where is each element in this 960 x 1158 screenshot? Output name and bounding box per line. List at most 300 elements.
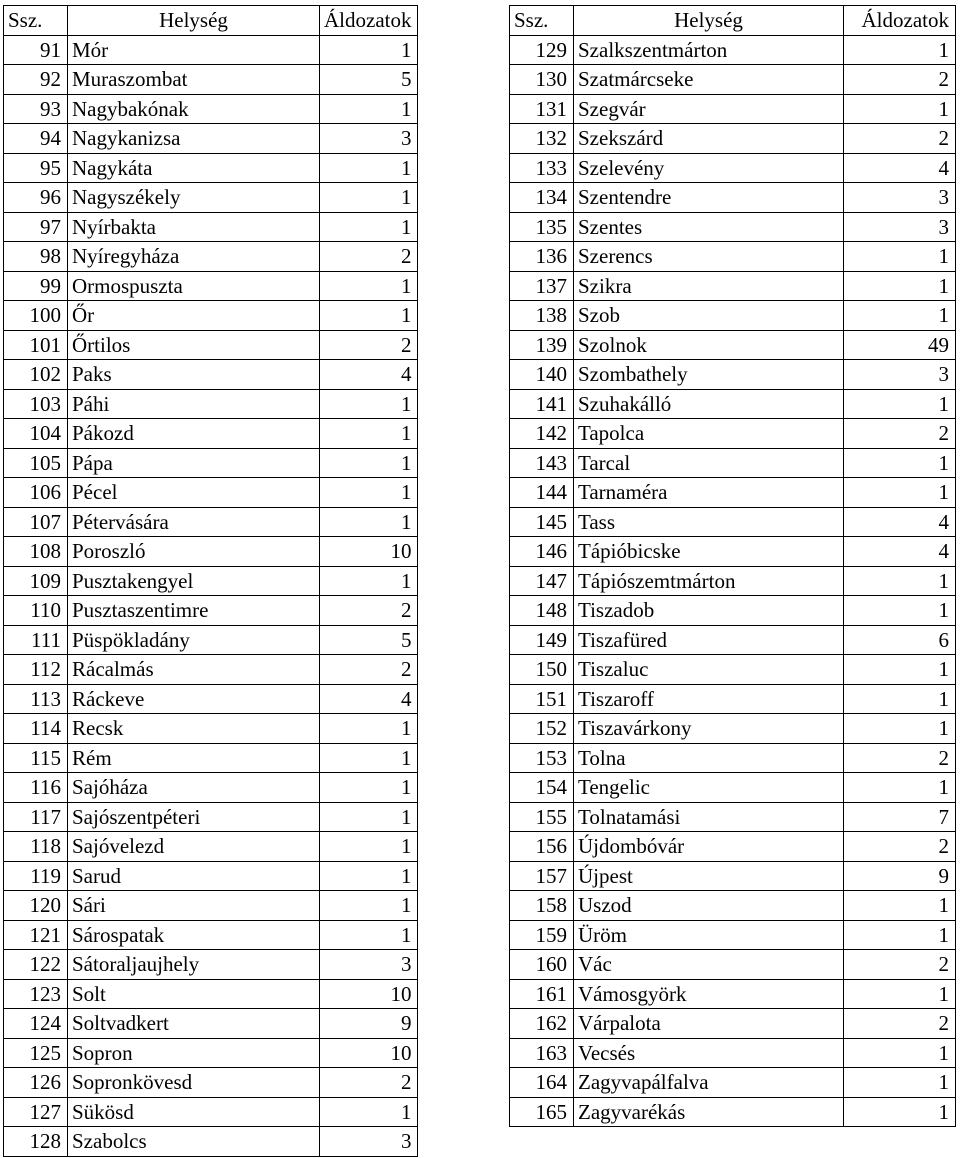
cell-num: 106	[4, 478, 68, 508]
cell-num: 153	[510, 743, 574, 773]
table-row	[510, 684, 956, 714]
table-row	[4, 832, 418, 862]
cell-victims: 2	[844, 832, 956, 862]
cell-town: Szegvár	[574, 94, 844, 124]
cell-town: Pécel	[68, 478, 320, 508]
cell-num: 93	[4, 94, 68, 124]
table-row	[510, 1038, 956, 1068]
cell-town: Sári	[68, 891, 320, 921]
cell-victims: 1	[844, 389, 956, 419]
cell-town: Vámosgyörk	[574, 979, 844, 1009]
cell-victims: 2	[844, 743, 956, 773]
cell-victims: 1	[320, 714, 418, 744]
cell-victims: 1	[320, 94, 418, 124]
cell-num: 122	[4, 950, 68, 980]
cell-town: Tápióbicske	[574, 537, 844, 567]
table-row	[4, 950, 418, 980]
cell-victims: 10	[320, 979, 418, 1009]
table-row	[510, 478, 956, 508]
table-row	[510, 35, 956, 65]
cell-victims: 1	[844, 773, 956, 803]
cell-town: Nagykáta	[68, 153, 320, 183]
table-row	[4, 861, 418, 891]
cell-town: Tiszavárkony	[574, 714, 844, 744]
victims-table-left	[3, 5, 418, 1157]
cell-victims: 1	[320, 271, 418, 301]
cell-num: 116	[4, 773, 68, 803]
cell-town: Tapolca	[574, 419, 844, 449]
header-num: Ssz.	[510, 6, 574, 36]
cell-victims: 1	[320, 773, 418, 803]
table-header-row	[510, 6, 956, 36]
table-row	[510, 891, 956, 921]
cell-town: Sükösd	[68, 1097, 320, 1127]
cell-town: Pétervására	[68, 507, 320, 537]
cell-town: Tápiószemtmárton	[574, 566, 844, 596]
table-row	[4, 537, 418, 567]
cell-num: 156	[510, 832, 574, 862]
table-row	[4, 596, 418, 626]
cell-num: 102	[4, 360, 68, 390]
cell-town: Üröm	[574, 920, 844, 950]
table-row	[510, 773, 956, 803]
cell-num: 127	[4, 1097, 68, 1127]
cell-victims: 3	[320, 1127, 418, 1157]
table-row	[4, 183, 418, 213]
table-row	[510, 124, 956, 154]
cell-victims: 2	[844, 124, 956, 154]
cell-victims: 10	[320, 537, 418, 567]
cell-victims: 2	[844, 950, 956, 980]
cell-num: 124	[4, 1009, 68, 1039]
table-row	[510, 153, 956, 183]
cell-victims: 1	[320, 566, 418, 596]
table-row	[4, 419, 418, 449]
cell-town: Poroszló	[68, 537, 320, 567]
cell-victims: 4	[844, 537, 956, 567]
cell-victims: 9	[844, 861, 956, 891]
cell-num: 134	[510, 183, 574, 213]
table-row	[510, 566, 956, 596]
cell-town: Sarud	[68, 861, 320, 891]
cell-victims: 1	[844, 35, 956, 65]
cell-town: Szikra	[574, 271, 844, 301]
header-town: Helység	[574, 6, 844, 36]
cell-victims: 1	[320, 301, 418, 331]
cell-num: 146	[510, 537, 574, 567]
cell-num: 148	[510, 596, 574, 626]
cell-town: Tarcal	[574, 448, 844, 478]
cell-num: 100	[4, 301, 68, 331]
cell-town: Nagykanizsa	[68, 124, 320, 154]
cell-town: Ormospuszta	[68, 271, 320, 301]
table-row	[510, 979, 956, 1009]
cell-town: Sajószentpéteri	[68, 802, 320, 832]
table-row	[4, 743, 418, 773]
cell-victims: 3	[844, 183, 956, 213]
cell-num: 159	[510, 920, 574, 950]
cell-town: Ráckeve	[68, 684, 320, 714]
cell-town: Újpest	[574, 861, 844, 891]
cell-victims: 2	[320, 655, 418, 685]
table-row	[4, 507, 418, 537]
cell-victims: 1	[844, 566, 956, 596]
cell-town: Vecsés	[574, 1038, 844, 1068]
table-row	[4, 242, 418, 272]
cell-num: 109	[4, 566, 68, 596]
cell-town: Sajóháza	[68, 773, 320, 803]
cell-victims: 2	[320, 596, 418, 626]
cell-town: Pusztaszentimre	[68, 596, 320, 626]
cell-victims: 10	[320, 1038, 418, 1068]
header-num: Ssz.	[4, 6, 68, 36]
table-row	[4, 478, 418, 508]
cell-num: 121	[4, 920, 68, 950]
table-row	[4, 1127, 418, 1157]
cell-num: 96	[4, 183, 68, 213]
cell-num: 92	[4, 65, 68, 95]
table-row	[4, 920, 418, 950]
table-row	[4, 124, 418, 154]
cell-num: 113	[4, 684, 68, 714]
cell-victims: 49	[844, 330, 956, 360]
cell-num: 130	[510, 65, 574, 95]
cell-num: 98	[4, 242, 68, 272]
cell-num: 126	[4, 1068, 68, 1098]
cell-victims: 4	[320, 684, 418, 714]
cell-num: 99	[4, 271, 68, 301]
cell-victims: 4	[844, 153, 956, 183]
cell-num: 128	[4, 1127, 68, 1157]
cell-victims: 1	[844, 655, 956, 685]
cell-num: 132	[510, 124, 574, 154]
cell-victims: 1	[320, 1097, 418, 1127]
cell-town: Tarnaméra	[574, 478, 844, 508]
table-row	[510, 1009, 956, 1039]
cell-num: 114	[4, 714, 68, 744]
table-row	[4, 153, 418, 183]
table-row	[4, 979, 418, 1009]
cell-num: 139	[510, 330, 574, 360]
table-row	[4, 360, 418, 390]
cell-town: Zagyvarékás	[574, 1097, 844, 1127]
table-row	[510, 330, 956, 360]
cell-num: 115	[4, 743, 68, 773]
cell-victims: 1	[844, 920, 956, 950]
table-row	[510, 360, 956, 390]
cell-victims: 1	[320, 861, 418, 891]
cell-num: 105	[4, 448, 68, 478]
cell-town: Tengelic	[574, 773, 844, 803]
cell-victims: 1	[844, 271, 956, 301]
cell-victims: 3	[320, 950, 418, 980]
cell-num: 103	[4, 389, 68, 419]
table-row	[510, 1068, 956, 1098]
cell-num: 108	[4, 537, 68, 567]
table-row	[4, 1068, 418, 1098]
cell-town: Uszod	[574, 891, 844, 921]
cell-num: 135	[510, 212, 574, 242]
table-row	[4, 1009, 418, 1039]
cell-town: Vác	[574, 950, 844, 980]
cell-town: Nyíregyháza	[68, 242, 320, 272]
victims-table-right	[509, 5, 956, 1127]
cell-town: Sárospatak	[68, 920, 320, 950]
cell-town: Sajóvelezd	[68, 832, 320, 862]
table-row	[4, 1038, 418, 1068]
cell-victims: 1	[320, 183, 418, 213]
cell-town: Szuhakálló	[574, 389, 844, 419]
cell-num: 164	[510, 1068, 574, 1098]
cell-num: 158	[510, 891, 574, 921]
cell-victims: 5	[320, 65, 418, 95]
cell-victims: 3	[844, 212, 956, 242]
cell-town: Szalkszentmárton	[574, 35, 844, 65]
cell-num: 143	[510, 448, 574, 478]
cell-victims: 1	[844, 891, 956, 921]
cell-town: Szentendre	[574, 183, 844, 213]
cell-victims: 1	[844, 979, 956, 1009]
cell-victims: 1	[320, 389, 418, 419]
cell-town: Pusztakengyel	[68, 566, 320, 596]
cell-num: 144	[510, 478, 574, 508]
cell-town: Szerencs	[574, 242, 844, 272]
table-row	[4, 301, 418, 331]
cell-num: 120	[4, 891, 68, 921]
cell-town: Püspökladány	[68, 625, 320, 655]
cell-town: Páhi	[68, 389, 320, 419]
cell-town: Újdombóvár	[574, 832, 844, 862]
cell-victims: 3	[320, 124, 418, 154]
cell-town: Szombathely	[574, 360, 844, 390]
cell-victims: 1	[320, 891, 418, 921]
cell-num: 123	[4, 979, 68, 1009]
cell-town: Szob	[574, 301, 844, 331]
cell-num: 107	[4, 507, 68, 537]
cell-town: Nagyszékely	[68, 183, 320, 213]
table-left-body	[4, 6, 418, 1157]
table-row	[4, 271, 418, 301]
cell-town: Tass	[574, 507, 844, 537]
table-row	[510, 419, 956, 449]
cell-victims: 1	[844, 1097, 956, 1127]
cell-victims: 2	[844, 65, 956, 95]
cell-num: 157	[510, 861, 574, 891]
cell-num: 95	[4, 153, 68, 183]
table-row	[4, 655, 418, 685]
cell-town: Szatmárcseke	[574, 65, 844, 95]
cell-victims: 1	[320, 153, 418, 183]
cell-victims: 2	[844, 1009, 956, 1039]
cell-town: Szekszárd	[574, 124, 844, 154]
cell-num: 147	[510, 566, 574, 596]
cell-victims: 1	[844, 448, 956, 478]
table-row	[4, 35, 418, 65]
cell-town: Nyírbakta	[68, 212, 320, 242]
cell-num: 119	[4, 861, 68, 891]
cell-victims: 2	[320, 1068, 418, 1098]
cell-victims: 1	[320, 419, 418, 449]
cell-town: Tiszafüred	[574, 625, 844, 655]
cell-num: 142	[510, 419, 574, 449]
cell-num: 129	[510, 35, 574, 65]
cell-num: 154	[510, 773, 574, 803]
cell-victims: 1	[320, 478, 418, 508]
table-row	[510, 714, 956, 744]
cell-num: 136	[510, 242, 574, 272]
cell-town: Soltvadkert	[68, 1009, 320, 1039]
table-row	[4, 1097, 418, 1127]
table-row	[4, 330, 418, 360]
table-row	[510, 861, 956, 891]
cell-victims: 1	[844, 94, 956, 124]
cell-town: Szelevény	[574, 153, 844, 183]
table-right-body	[510, 6, 956, 1127]
cell-town: Szabolcs	[68, 1127, 320, 1157]
cell-town: Zagyvapálfalva	[574, 1068, 844, 1098]
table-row	[510, 625, 956, 655]
cell-town: Várpalota	[574, 1009, 844, 1039]
table-row	[4, 802, 418, 832]
table-row	[510, 183, 956, 213]
cell-num: 117	[4, 802, 68, 832]
cell-num: 151	[510, 684, 574, 714]
table-row	[510, 94, 956, 124]
table-row	[510, 950, 956, 980]
cell-num: 91	[4, 35, 68, 65]
header-victims: Áldozatok	[320, 6, 418, 36]
cell-victims: 5	[320, 625, 418, 655]
table-row	[510, 1097, 956, 1127]
table-row	[4, 714, 418, 744]
cell-victims: 4	[320, 360, 418, 390]
cell-num: 145	[510, 507, 574, 537]
table-row	[4, 448, 418, 478]
cell-victims: 1	[844, 596, 956, 626]
cell-num: 97	[4, 212, 68, 242]
cell-num: 131	[510, 94, 574, 124]
cell-victims: 1	[844, 478, 956, 508]
cell-victims: 1	[844, 684, 956, 714]
cell-victims: 1	[320, 832, 418, 862]
header-town: Helység	[68, 6, 320, 36]
cell-num: 118	[4, 832, 68, 862]
table-row	[510, 448, 956, 478]
table-row	[4, 65, 418, 95]
table-row	[4, 94, 418, 124]
cell-town: Sopron	[68, 1038, 320, 1068]
table-header-row	[4, 6, 418, 36]
cell-victims: 1	[844, 714, 956, 744]
cell-num: 104	[4, 419, 68, 449]
cell-victims: 1	[844, 242, 956, 272]
table-row	[4, 625, 418, 655]
cell-victims: 1	[320, 743, 418, 773]
cell-num: 112	[4, 655, 68, 685]
cell-victims: 1	[844, 301, 956, 331]
cell-num: 162	[510, 1009, 574, 1039]
table-row	[4, 773, 418, 803]
cell-town: Tolna	[574, 743, 844, 773]
table-row	[510, 242, 956, 272]
cell-victims: 1	[320, 448, 418, 478]
cell-num: 150	[510, 655, 574, 685]
cell-victims: 2	[844, 419, 956, 449]
cell-town: Őr	[68, 301, 320, 331]
cell-victims: 1	[320, 212, 418, 242]
cell-town: Recsk	[68, 714, 320, 744]
cell-town: Sátoraljaujhely	[68, 950, 320, 980]
table-row	[4, 891, 418, 921]
cell-num: 133	[510, 153, 574, 183]
cell-num: 137	[510, 271, 574, 301]
table-row	[510, 596, 956, 626]
cell-town: Tiszaroff	[574, 684, 844, 714]
cell-victims: 4	[844, 507, 956, 537]
cell-victims: 2	[320, 330, 418, 360]
table-row	[4, 684, 418, 714]
cell-victims: 2	[320, 242, 418, 272]
cell-num: 152	[510, 714, 574, 744]
cell-town: Szentes	[574, 212, 844, 242]
cell-victims: 1	[320, 35, 418, 65]
cell-victims: 9	[320, 1009, 418, 1039]
table-row	[510, 537, 956, 567]
cell-town: Sopronkövesd	[68, 1068, 320, 1098]
table-row	[510, 507, 956, 537]
cell-town: Tolnatamási	[574, 802, 844, 832]
cell-num: 163	[510, 1038, 574, 1068]
cell-town: Pákozd	[68, 419, 320, 449]
cell-town: Muraszombat	[68, 65, 320, 95]
cell-num: 140	[510, 360, 574, 390]
table-row	[510, 271, 956, 301]
cell-town: Rém	[68, 743, 320, 773]
cell-victims: 1	[844, 1068, 956, 1098]
table-row	[510, 802, 956, 832]
cell-num: 125	[4, 1038, 68, 1068]
cell-victims: 6	[844, 625, 956, 655]
cell-num: 155	[510, 802, 574, 832]
cell-num: 141	[510, 389, 574, 419]
cell-victims: 1	[320, 802, 418, 832]
cell-num: 111	[4, 625, 68, 655]
cell-victims: 1	[320, 507, 418, 537]
table-row	[510, 832, 956, 862]
cell-victims: 1	[320, 920, 418, 950]
cell-num: 138	[510, 301, 574, 331]
cell-town: Tiszadob	[574, 596, 844, 626]
cell-num: 110	[4, 596, 68, 626]
cell-victims: 7	[844, 802, 956, 832]
cell-victims: 3	[844, 360, 956, 390]
cell-num: 94	[4, 124, 68, 154]
cell-num: 101	[4, 330, 68, 360]
table-row	[510, 743, 956, 773]
cell-town: Őrtilos	[68, 330, 320, 360]
table-row	[510, 655, 956, 685]
table-row	[4, 212, 418, 242]
table-row	[510, 301, 956, 331]
cell-town: Tiszaluc	[574, 655, 844, 685]
cell-town: Solt	[68, 979, 320, 1009]
cell-num: 160	[510, 950, 574, 980]
cell-town: Paks	[68, 360, 320, 390]
table-row	[4, 566, 418, 596]
table-row	[510, 212, 956, 242]
table-row	[4, 389, 418, 419]
cell-town: Szolnok	[574, 330, 844, 360]
